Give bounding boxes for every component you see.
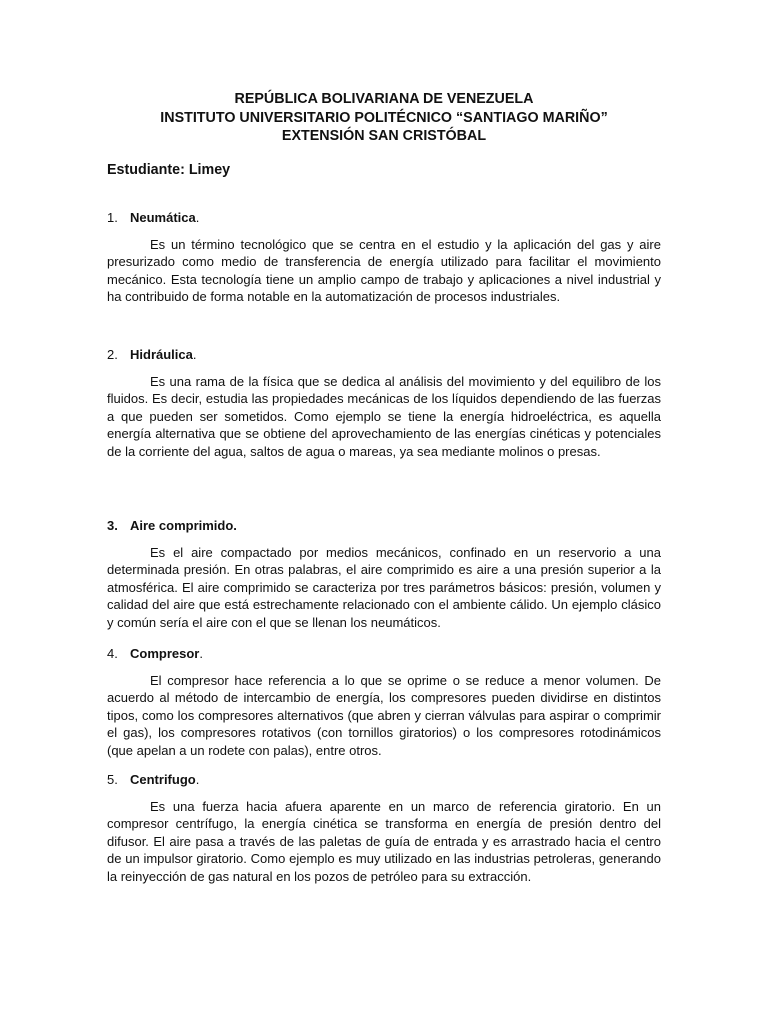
section-title-suffix: . [199,646,203,661]
section-hidraulica [107,346,661,460]
section-title: Compresor [130,646,200,661]
section-number: 2. [107,347,118,362]
section-number: 3. [107,518,118,533]
section-heading [107,771,661,788]
section-centrifugo [107,771,661,885]
section-number: 4. [107,646,118,661]
section-title: Neumática [130,210,196,225]
student-name: Estudiante: Limey [107,162,231,178]
section-heading [107,517,661,534]
header-extension: EXTENSIÓN SAN CRISTÓBAL [281,128,487,144]
document-header [0,90,768,146]
section-paragraph: Es un término tecnológico que se centra en el estudio y la aplicación del gas y aire presurizado como medio de transferencia de energía utilizado para facilitar el movimiento mecánico. Esta tecnología tiene un amplio campo de trabajo y aplicaciones a nivel industrial y ha contribuido de forma notable en la automatización de procesos industriales. [107,237,661,305]
section-paragraph: Es el aire compactado por medios mecánicos, confinado en un reservorio a una determinada presión. En otras palabras, el aire comprimido es aire a una presión superior a la atmosférica. El aire comprimido se caracteriza por tres parámetros básicos: presión, volumen y calidad del aire que está estrechamente relacionado con el ambiente cálido. Un ejemplo clásico y común sería el aire con el que se llenan los neumáticos. [107,545,661,630]
section-title: Centrifugo [130,772,196,787]
section-heading [107,645,661,662]
section-compresor [107,645,661,759]
section-heading [107,346,661,363]
header-institute: INSTITUTO UNIVERSITARIO POLITÉCNICO “SANTIAGO MARIÑO” [160,109,608,126]
section-heading [107,209,661,226]
section-title: Hidráulica [130,347,193,362]
section-paragraph: Es una rama de la física que se dedica al análisis del movimiento y del equilibro de los fluidos. Es decir, estudia las propiedades mecánicas de los líquidos dependiendo de las fuerzas a que pueden ser sometidos. Como ejemplo se tiene la energía hidroeléctrica, es aquella energía alternativa que se obtiene del aprovechamiento de las energías cinéticas y potenciales de la corriente del agua, saltos de agua o mareas, ya sea mediante molinos o presas. [107,374,661,459]
section-number: 1. [107,210,118,225]
section-paragraph: Es una fuerza hacia afuera aparente en un marco de referencia giratorio. En un compresor centrífugo, la energía cinética se transforma en energía de presión dentro del difusor. El aire pasa a través de las paletas de guía de entrada y es arrastrado hacia el centro de un impulsor giratorio. Como ejemplo es muy utilizado en las industrias petroleras, generando la reinyección de gas natural en los pozos de petróleo para su extracción. [107,799,661,884]
section-aire-comprimido [107,517,661,631]
section-number: 5. [107,772,118,787]
header-country: REPÚBLICA BOLIVARIANA DE VENEZUELA [234,91,534,107]
section-title-suffix: . [195,210,200,225]
section-paragraph: El compresor hace referencia a lo que se oprime o se reduce a menor volumen. De acuerdo al método de intercambio de energía, los compresores pueden dividirse en distintos tipos, como los compresores alternativos (que abren y cierran válvulas para aspirar o comprimir el gas), los compresores rotativos (con tornillos giratorios) o los compresores rotodinámicos (que apelan a un rodete con palas), entre otros. [107,673,661,758]
section-title-suffix: . [195,772,200,787]
section-neumatica [107,209,661,306]
section-title: Aire comprimido. [130,518,237,533]
section-title-suffix: . [192,347,197,362]
